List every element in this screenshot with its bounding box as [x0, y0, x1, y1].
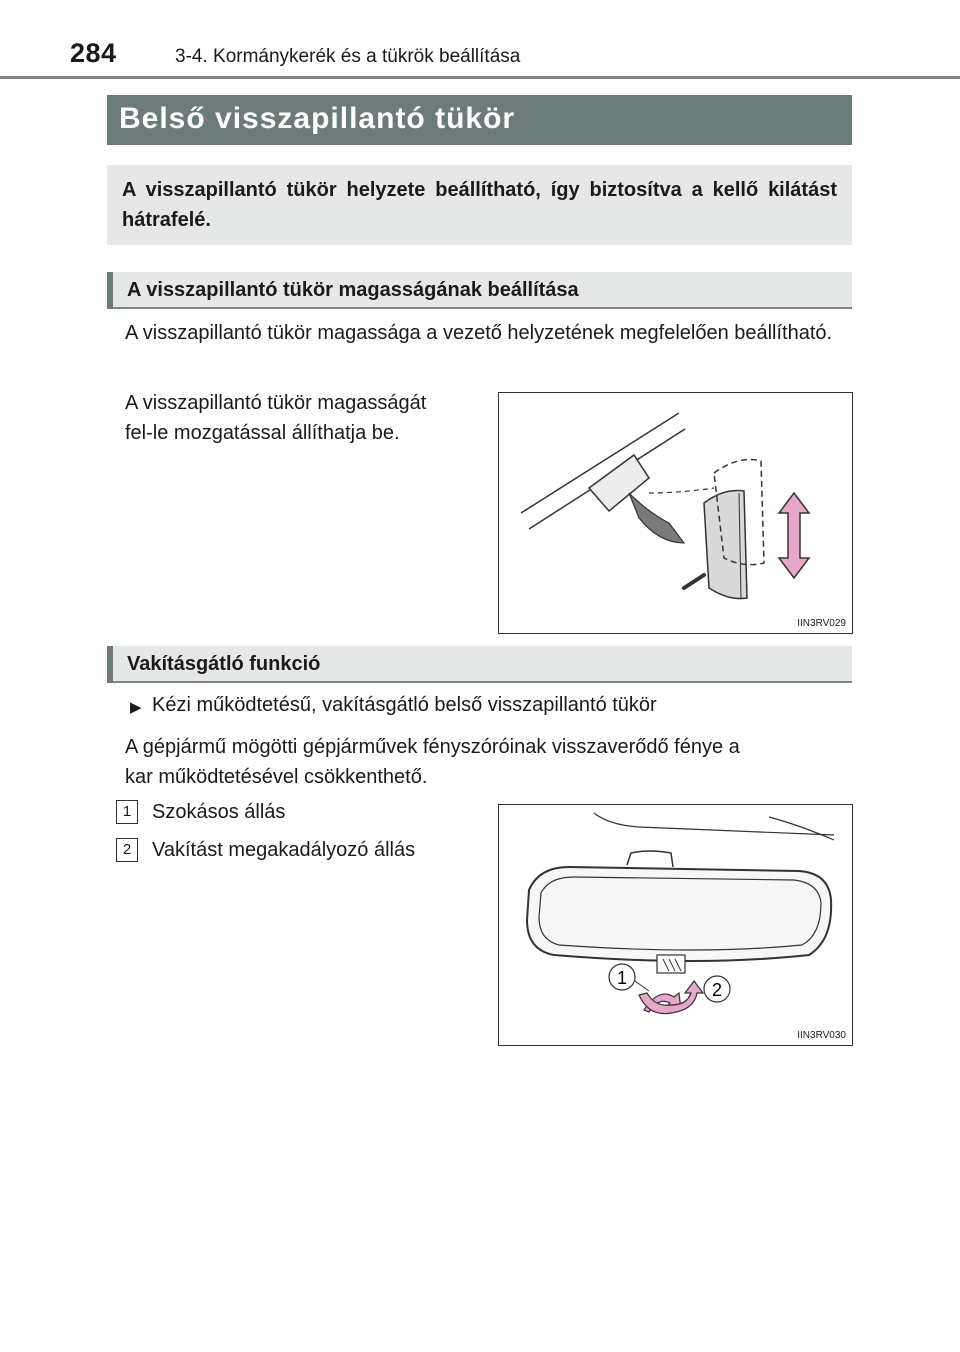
height-para1: A visszapillantó tükör magassága a vezető helyzetének megfelelően beállítható.: [125, 322, 833, 344]
intro-box: [107, 165, 852, 245]
item-label-2: Vakítást megakadályozó állás: [152, 839, 416, 861]
subhead-accent: [107, 646, 113, 683]
height-para2-line1: A visszapillantó tükör magasságát: [125, 392, 427, 414]
figure-mirror-antiglare: [498, 804, 853, 1046]
page-title: Belső visszapillantó tükör: [119, 102, 516, 135]
figure-label-1: 1: [616, 968, 628, 988]
header-section-title: 3-4. Kormánykerék és a tükrök beállítása: [175, 46, 521, 67]
intro-text: A visszapillantó tükör helyzete beállítható, így biztosítva a kellő kilátást hátrafelé.: [122, 179, 837, 231]
subhead-accent: [107, 272, 113, 309]
figure-code-1: IIN3RV029: [797, 618, 846, 629]
figure-label-2: 2: [711, 980, 723, 1000]
antiglare-bullet: Kézi működtetésű, vakításgátló belső visszapillantó tükör: [152, 694, 657, 716]
antiglare-para-line2: kar működtetésével csökkenthető.: [125, 766, 428, 788]
subhead-antiglare: [107, 646, 852, 683]
subhead-height: [107, 272, 852, 309]
header-rule: [0, 76, 960, 79]
title-bar: [107, 95, 852, 145]
antiglare-para-line1: A gépjármű mögötti gépjárművek fényszóróinak visszaverődő fénye a: [125, 736, 740, 758]
bullet-triangle-icon: ▶: [130, 699, 142, 716]
figure-code-2: IIN3RV030: [797, 1030, 846, 1041]
mirror-antiglare-illustration: [499, 805, 852, 1045]
mirror-height-illustration: [499, 393, 852, 633]
subhead-antiglare-text: Vakításgátló funkció: [127, 653, 321, 675]
height-para2-line2: fel-le mozgatással állíthatja be.: [125, 422, 400, 444]
item-number-1: 1: [116, 800, 138, 824]
item-label-1: Szokásos állás: [152, 801, 286, 823]
subhead-height-text: A visszapillantó tükör magasságának beállítása: [127, 279, 579, 301]
page-number: 284: [70, 38, 117, 68]
figure-mirror-height: [498, 392, 853, 634]
item-number-2: 2: [116, 838, 138, 862]
